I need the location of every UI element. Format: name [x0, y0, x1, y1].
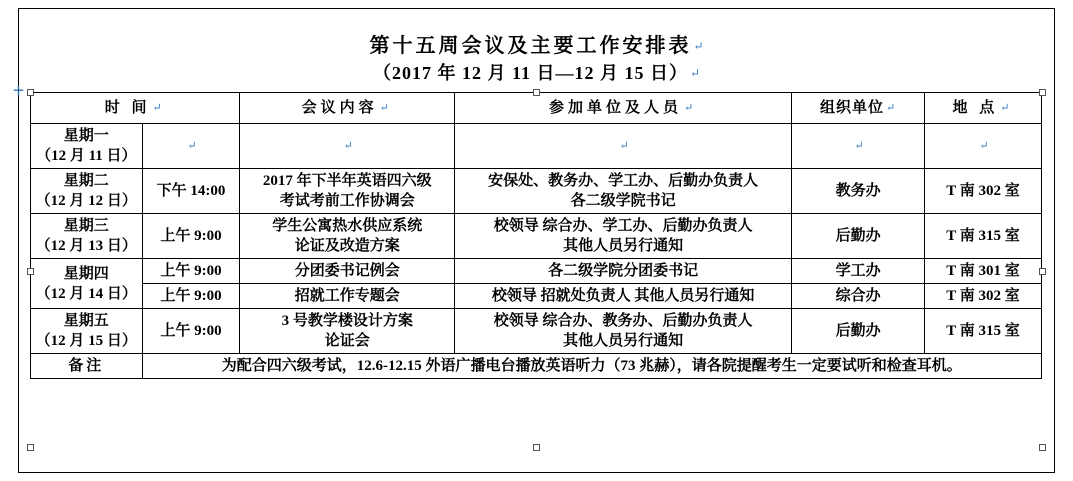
row-organizer: 后勤办: [792, 309, 925, 354]
paragraph-mark-icon: ↵: [684, 102, 698, 114]
document-subtitle-text: （2017 年 12 月 11 日—12 月 15 日）: [372, 63, 688, 83]
table-header-row: [31, 93, 1042, 124]
row-content: [240, 214, 455, 259]
content-line: 论证及改造方案: [294, 238, 400, 254]
row-participants: [455, 214, 792, 259]
table-row: [31, 124, 1042, 169]
day-name: 星期四: [63, 265, 109, 282]
paragraph-mark-icon: ↵: [689, 66, 701, 80]
row-organizer: 综合办: [792, 284, 925, 309]
table-header-content: [240, 93, 455, 124]
table-row: [31, 309, 1042, 354]
row-content: [240, 169, 455, 214]
note-label: 备注: [31, 354, 143, 379]
selection-handle[interactable]: [1039, 89, 1046, 96]
document-title-text: 第十五周会议及主要工作安排表: [369, 35, 692, 57]
content-line: 3 号教学楼设计方案: [281, 313, 413, 329]
row-time: 上午 9:00: [142, 284, 240, 309]
row-organizer: 教务办: [792, 169, 925, 214]
day-name: 星期五: [63, 313, 109, 329]
paragraph-mark-icon: ↵: [379, 102, 393, 114]
row-content: 分团委书记例会: [240, 259, 455, 284]
document-title: [0, 32, 1073, 60]
day-name: 星期二: [63, 173, 109, 189]
row-participants: [455, 124, 792, 169]
participants-line: 各二级学院书记: [570, 193, 676, 209]
selection-handle[interactable]: [27, 268, 34, 275]
table-header-location: [925, 93, 1042, 124]
day-date: （12 月 15 日）: [35, 333, 137, 349]
page-border-bottom: [18, 472, 1055, 473]
selection-handle[interactable]: [533, 89, 540, 96]
document-subtitle: [0, 60, 1073, 86]
participants-line: 校领导 综合办、学工办、后勤办负责人: [493, 218, 753, 234]
row-participants: [455, 169, 792, 214]
content-line: 论证会: [324, 333, 370, 349]
row-location: T 南 315 室: [925, 214, 1042, 259]
paragraph-mark-icon: ↵: [854, 140, 864, 152]
day-name: 星期一: [63, 128, 109, 144]
paragraph-mark-icon: ↵: [1000, 102, 1014, 114]
table-move-handle-icon[interactable]: ✛: [13, 83, 24, 98]
day-date: （12 月 13 日）: [35, 238, 137, 254]
row-organizer: 后勤办: [792, 214, 925, 259]
row-day-wednesday: [31, 214, 143, 259]
participants-line: 校领导 综合办、教务办、后勤办负责人: [493, 313, 753, 329]
page-border-top: [18, 8, 1055, 9]
row-location: [925, 124, 1042, 169]
row-day-thursday: [31, 259, 143, 309]
row-location: T 南 301 室: [925, 259, 1042, 284]
schedule-table: [30, 92, 1042, 379]
selection-handle[interactable]: [27, 89, 34, 96]
header-label: 时 间: [104, 100, 151, 116]
day-date: （12 月 14 日）: [35, 285, 137, 302]
row-location: T 南 315 室: [925, 309, 1042, 354]
row-day-monday: [31, 124, 143, 169]
row-time: 上午 9:00: [142, 309, 240, 354]
table-row: [31, 214, 1042, 259]
row-day-friday: [31, 309, 143, 354]
table-header-time: [31, 93, 240, 124]
day-name: 星期三: [63, 218, 109, 234]
paragraph-mark-icon: ↵: [152, 102, 166, 114]
participants-line: 其他人员另行通知: [563, 333, 684, 349]
row-time: [142, 124, 240, 169]
selection-handle[interactable]: [27, 444, 34, 451]
row-content: 招就工作专题会: [240, 284, 455, 309]
header-label: 会议内容: [301, 100, 378, 116]
row-content: [240, 309, 455, 354]
content-line: 学生公寓热水供应系统: [272, 218, 423, 234]
participants-line: 其他人员另行通知: [563, 238, 684, 254]
table-row: [31, 169, 1042, 214]
day-date: （12 月 11 日）: [36, 148, 137, 164]
header-label: 参加单位及人员: [549, 100, 683, 116]
selection-handle[interactable]: [533, 444, 540, 451]
header-label: 地 点: [952, 100, 999, 116]
paragraph-mark-icon: ↵: [885, 102, 897, 114]
row-time: 下午 14:00: [142, 169, 240, 214]
row-time: 上午 9:00: [142, 214, 240, 259]
table-header-participants: [455, 93, 792, 124]
day-date: （12 月 12 日）: [35, 193, 137, 209]
header-label: 组织单位: [819, 100, 884, 116]
row-location: T 南 302 室: [925, 284, 1042, 309]
row-time: 上午 9:00: [142, 259, 240, 284]
row-participants: [455, 309, 792, 354]
table-note-row: [31, 354, 1042, 379]
note-text-content: 为配合四六级考试，12.6-12.15 外语广播电台播放英语听力（73 兆赫），请各院提醒考生一定要试听和检查耳机。: [221, 358, 962, 374]
row-location: T 南 302 室: [925, 169, 1042, 214]
row-organizer: 学工办: [792, 259, 925, 284]
paragraph-mark-icon: ↵: [979, 140, 989, 152]
selection-handle[interactable]: [1039, 268, 1046, 275]
paragraph-mark-icon: ↵: [693, 39, 704, 53]
title-block: [0, 32, 1073, 86]
row-participants: 校领导 招就处负责人 其他人员另行通知: [455, 284, 792, 309]
row-content: [240, 124, 455, 169]
row-day-tuesday: [31, 169, 143, 214]
content-line: 考试考前工作协调会: [279, 193, 415, 209]
note-text: [142, 354, 1041, 379]
row-participants: 各二级学院分团委书记: [455, 259, 792, 284]
participants-line: 安保处、教务办、学工办、后勤办负责人: [488, 173, 759, 189]
selection-handle[interactable]: [1039, 444, 1046, 451]
content-line: 2017 年下半年英语四六级: [262, 173, 432, 189]
table-row: [31, 284, 1042, 309]
paragraph-mark-icon: ↵: [343, 140, 353, 152]
paragraph-mark-icon: ↵: [619, 140, 629, 152]
row-organizer: [792, 124, 925, 169]
table-header-organizer: [792, 93, 925, 124]
paragraph-mark-icon: ↵: [187, 140, 197, 152]
table-row: [31, 259, 1042, 284]
